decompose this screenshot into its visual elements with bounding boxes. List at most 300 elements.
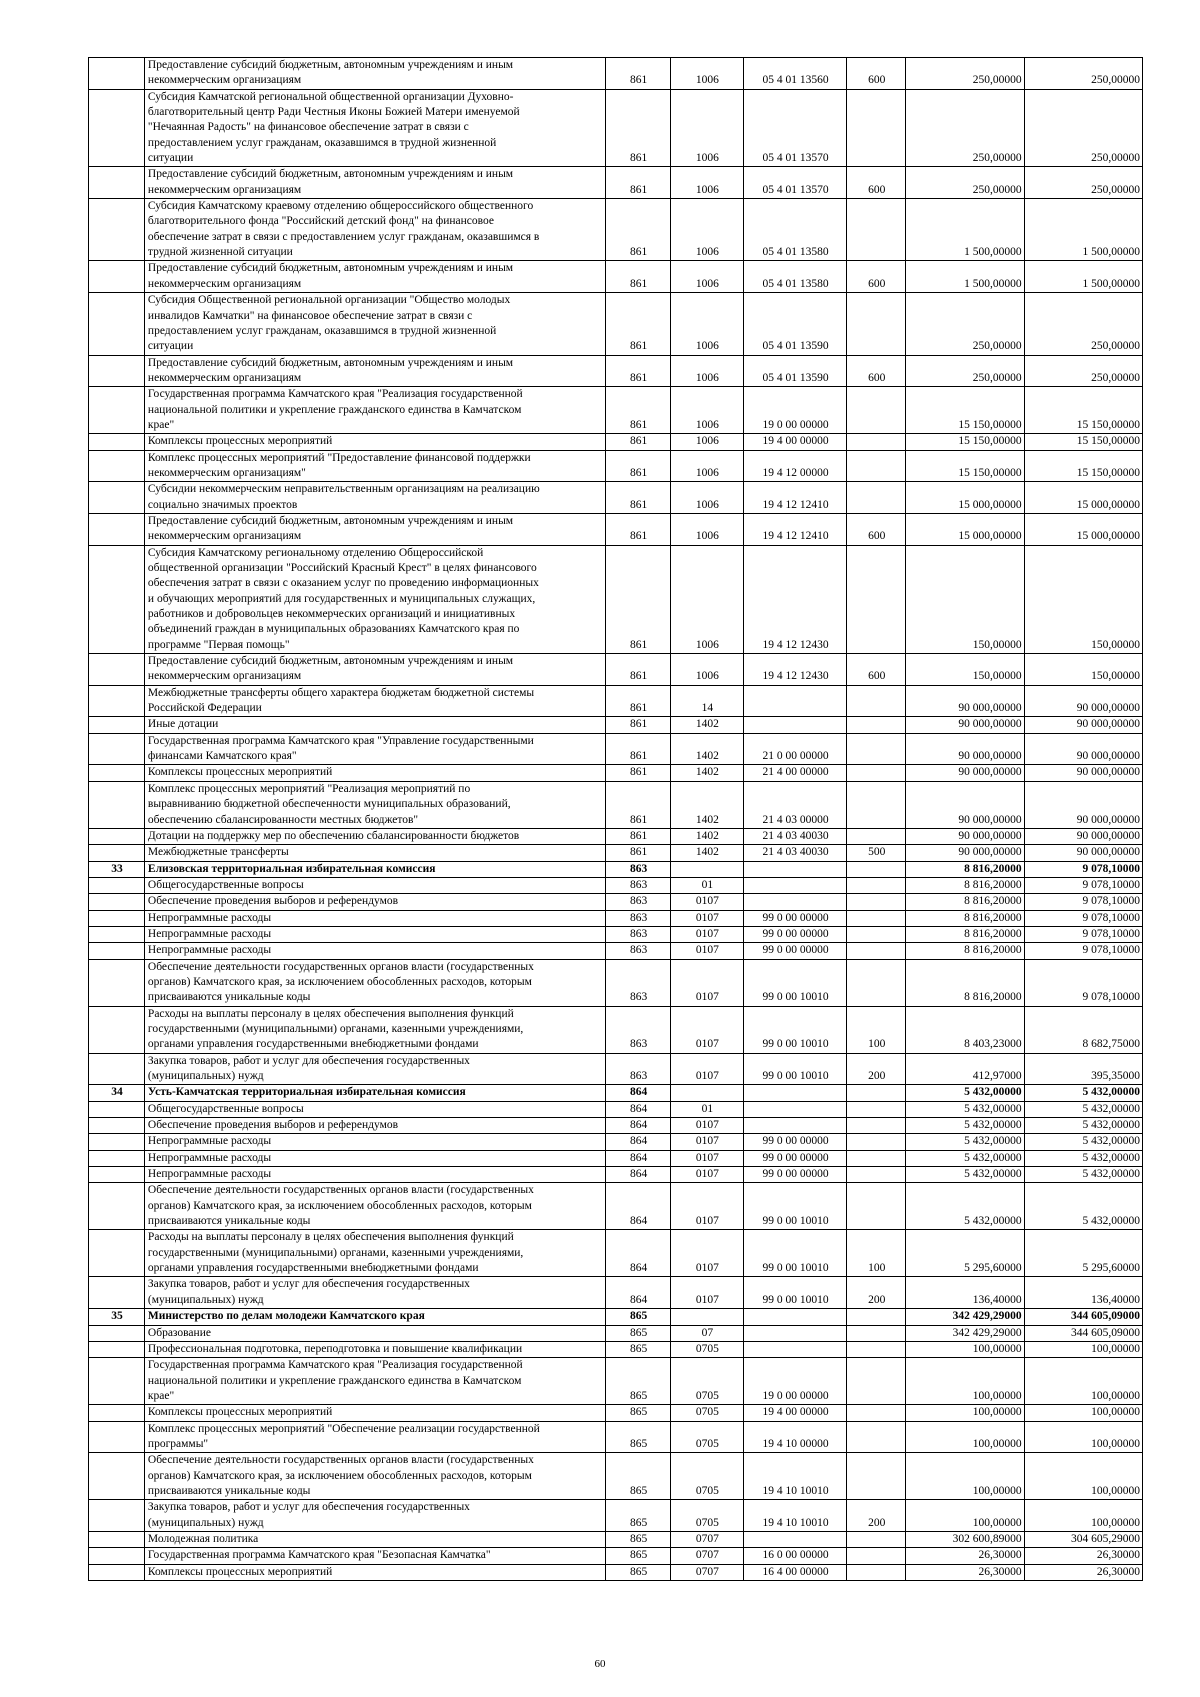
admin-code-cell: 861 <box>606 781 671 828</box>
target-article-cell: 99 0 00 10010 <box>743 959 846 1006</box>
target-article-cell: 99 0 00 00000 <box>743 1134 846 1150</box>
table-row <box>89 1277 1143 1309</box>
target-article-cell: 05 4 01 13580 <box>743 261 846 293</box>
row-number-cell <box>89 717 145 733</box>
row-name-cell: Обеспечение проведения выборов и референдумов <box>144 894 605 910</box>
amount-year2-cell: 26,30000 <box>1024 1548 1142 1564</box>
table-row <box>89 1453 1143 1500</box>
amount-year2-cell: 250,00000 <box>1024 293 1142 355</box>
amount-year2-cell: 344 605,09000 <box>1024 1309 1142 1325</box>
admin-code-cell: 861 <box>606 545 671 653</box>
table-row <box>89 1167 1143 1183</box>
row-number-cell <box>89 1277 145 1309</box>
amount-year1-cell: 15 150,00000 <box>906 434 1024 450</box>
section-code-cell: 0705 <box>670 1421 743 1453</box>
target-article-cell: 19 4 12 12410 <box>743 513 846 545</box>
admin-code-cell: 865 <box>606 1531 671 1547</box>
row-number-cell <box>89 1500 145 1532</box>
row-name-cell: Закупка товаров, работ и услуг для обеспечения государственных (муниципальных) нужд <box>144 1053 605 1085</box>
admin-code-cell: 861 <box>606 482 671 514</box>
expense-type-cell: 600 <box>847 355 906 387</box>
table-row <box>89 1421 1143 1453</box>
table-row <box>89 482 1143 514</box>
admin-code-cell: 865 <box>606 1325 671 1341</box>
amount-year2-cell: 9 078,10000 <box>1024 894 1142 910</box>
amount-year1-cell: 15 150,00000 <box>906 450 1024 482</box>
expense-type-cell <box>847 1453 906 1500</box>
row-number-cell <box>89 355 145 387</box>
section-code-cell <box>670 1309 743 1325</box>
row-number-cell: 35 <box>89 1309 145 1325</box>
amount-year1-cell: 250,00000 <box>906 89 1024 167</box>
amount-year1-cell: 8 403,23000 <box>906 1006 1024 1053</box>
expense-type-cell <box>847 765 906 781</box>
amount-year2-cell: 100,00000 <box>1024 1453 1142 1500</box>
section-code-cell <box>670 861 743 877</box>
target-article-cell: 05 4 01 13580 <box>743 199 846 261</box>
amount-year2-cell: 90 000,00000 <box>1024 845 1142 861</box>
admin-code-cell: 863 <box>606 943 671 959</box>
section-code-cell: 1402 <box>670 781 743 828</box>
admin-code-cell: 861 <box>606 717 671 733</box>
expense-type-cell: 600 <box>847 654 906 686</box>
row-number-cell <box>89 1167 145 1183</box>
expense-type-cell <box>847 781 906 828</box>
admin-code-cell: 861 <box>606 199 671 261</box>
admin-code-cell: 864 <box>606 1277 671 1309</box>
amount-year2-cell: 1 500,00000 <box>1024 199 1142 261</box>
admin-code-cell: 861 <box>606 450 671 482</box>
section-code-cell: 1006 <box>670 434 743 450</box>
admin-code-cell: 861 <box>606 293 671 355</box>
row-name-cell: Непрограммные расходы <box>144 1167 605 1183</box>
amount-year1-cell: 90 000,00000 <box>906 733 1024 765</box>
target-article-cell <box>743 861 846 877</box>
admin-code-cell: 865 <box>606 1309 671 1325</box>
section-code-cell: 1006 <box>670 387 743 434</box>
row-name-cell: Непрограммные расходы <box>144 910 605 926</box>
row-name-cell: Обеспечение деятельности государственных органов власти (государственных органов) Камчатского края, за исключением обособленных расходов, которым присваиваются уникальные коды <box>144 959 605 1006</box>
row-number-cell <box>89 1118 145 1134</box>
expense-type-cell <box>847 293 906 355</box>
table-row <box>89 943 1143 959</box>
expense-type-cell <box>847 1150 906 1166</box>
amount-year2-cell: 90 000,00000 <box>1024 733 1142 765</box>
amount-year2-cell: 9 078,10000 <box>1024 877 1142 893</box>
table-row <box>89 1500 1143 1532</box>
admin-code-cell: 864 <box>606 1230 671 1277</box>
expense-type-cell <box>847 1167 906 1183</box>
expense-type-cell <box>847 1548 906 1564</box>
row-name-cell: Непрограммные расходы <box>144 943 605 959</box>
row-number-cell <box>89 545 145 653</box>
target-article-cell: 19 4 00 00000 <box>743 434 846 450</box>
section-code-cell: 1006 <box>670 482 743 514</box>
section-code-cell: 1402 <box>670 845 743 861</box>
admin-code-cell: 861 <box>606 733 671 765</box>
target-article-cell: 99 0 00 00000 <box>743 1167 846 1183</box>
target-article-cell: 19 4 10 10010 <box>743 1453 846 1500</box>
row-name-cell: Общегосударственные вопросы <box>144 1101 605 1117</box>
amount-year1-cell: 8 816,20000 <box>906 926 1024 942</box>
section-code-cell: 0705 <box>670 1405 743 1421</box>
expense-type-cell <box>847 685 906 717</box>
amount-year1-cell: 15 000,00000 <box>906 513 1024 545</box>
target-article-cell: 19 4 12 12410 <box>743 482 846 514</box>
budget-table-container <box>88 57 1143 1581</box>
admin-code-cell: 863 <box>606 959 671 1006</box>
admin-code-cell: 865 <box>606 1421 671 1453</box>
admin-code-cell: 861 <box>606 845 671 861</box>
admin-code-cell: 863 <box>606 926 671 942</box>
admin-code-cell: 864 <box>606 1167 671 1183</box>
section-code-cell: 01 <box>670 1101 743 1117</box>
table-row <box>89 513 1143 545</box>
row-number-cell <box>89 654 145 686</box>
row-number-cell <box>89 482 145 514</box>
target-article-cell: 21 0 00 00000 <box>743 733 846 765</box>
expense-type-cell <box>847 733 906 765</box>
amount-year2-cell: 8 682,75000 <box>1024 1006 1142 1053</box>
expense-type-cell: 600 <box>847 58 906 90</box>
admin-code-cell: 865 <box>606 1548 671 1564</box>
amount-year2-cell: 250,00000 <box>1024 355 1142 387</box>
target-article-cell: 21 4 03 00000 <box>743 781 846 828</box>
table-row <box>89 434 1143 450</box>
row-number-cell <box>89 1230 145 1277</box>
amount-year1-cell: 8 816,20000 <box>906 959 1024 1006</box>
section-code-cell: 0107 <box>670 1118 743 1134</box>
row-name-cell: Елизовская территориальная избирательная комиссия <box>144 861 605 877</box>
budget-table <box>88 57 1143 1581</box>
table-row <box>89 1564 1143 1580</box>
target-article-cell: 19 4 00 00000 <box>743 1405 846 1421</box>
amount-year2-cell: 304 605,29000 <box>1024 1531 1142 1547</box>
row-number-cell: 34 <box>89 1085 145 1101</box>
section-code-cell: 1006 <box>670 261 743 293</box>
admin-code-cell: 864 <box>606 1085 671 1101</box>
amount-year1-cell: 8 816,20000 <box>906 877 1024 893</box>
table-row <box>89 733 1143 765</box>
amount-year1-cell: 250,00000 <box>906 167 1024 199</box>
target-article-cell <box>743 717 846 733</box>
target-article-cell: 99 0 00 10010 <box>743 1053 846 1085</box>
expense-type-cell <box>847 894 906 910</box>
amount-year1-cell: 8 816,20000 <box>906 861 1024 877</box>
target-article-cell: 05 4 01 13570 <box>743 167 846 199</box>
target-article-cell: 19 4 12 12430 <box>743 545 846 653</box>
section-code-cell: 0707 <box>670 1531 743 1547</box>
table-row <box>89 167 1143 199</box>
row-name-cell: Комплекс процессных мероприятий "Реализация мероприятий по выравниванию бюджетной обеспеченности муниципальных образований, обеспечению сбалансированности местных бюджетов" <box>144 781 605 828</box>
expense-type-cell <box>847 828 906 844</box>
target-article-cell <box>743 1085 846 1101</box>
admin-code-cell: 865 <box>606 1341 671 1357</box>
admin-code-cell: 863 <box>606 877 671 893</box>
section-code-cell: 0705 <box>670 1453 743 1500</box>
row-name-cell: Министерство по делам молодежи Камчатского края <box>144 1309 605 1325</box>
amount-year2-cell: 9 078,10000 <box>1024 959 1142 1006</box>
amount-year1-cell: 90 000,00000 <box>906 765 1024 781</box>
section-code-cell: 1006 <box>670 199 743 261</box>
admin-code-cell: 864 <box>606 1183 671 1230</box>
target-article-cell: 99 0 00 00000 <box>743 943 846 959</box>
amount-year1-cell: 250,00000 <box>906 293 1024 355</box>
row-name-cell: Государственная программа Камчатского края "Реализация государственной национальной политики и укрепление гражданского единства в Камчатском крае" <box>144 387 605 434</box>
row-name-cell: Обеспечение проведения выборов и референдумов <box>144 1118 605 1134</box>
table-row <box>89 293 1143 355</box>
page-number: 60 <box>594 1658 606 1670</box>
amount-year2-cell: 5 432,00000 <box>1024 1183 1142 1230</box>
row-name-cell: Государственная программа Камчатского края "Безопасная Камчатка" <box>144 1548 605 1564</box>
row-number-cell <box>89 1405 145 1421</box>
amount-year2-cell: 5 432,00000 <box>1024 1118 1142 1134</box>
target-article-cell <box>743 894 846 910</box>
expense-type-cell <box>847 450 906 482</box>
row-name-cell: Образование <box>144 1325 605 1341</box>
target-article-cell: 99 0 00 00000 <box>743 1150 846 1166</box>
amount-year1-cell: 8 816,20000 <box>906 910 1024 926</box>
row-name-cell: Общегосударственные вопросы <box>144 877 605 893</box>
admin-code-cell: 864 <box>606 1134 671 1150</box>
section-code-cell: 0107 <box>670 1134 743 1150</box>
expense-type-cell: 200 <box>847 1277 906 1309</box>
table-row <box>89 877 1143 893</box>
table-row <box>89 1358 1143 1405</box>
row-number-cell <box>89 685 145 717</box>
target-article-cell: 19 4 12 12430 <box>743 654 846 686</box>
expense-type-cell <box>847 1309 906 1325</box>
row-name-cell: Субсидия Камчатской региональной общественной организации Духовно- благотворительный центр Ради Честныя Иконы Божией Матери именуемой "Нечаянная Радость" на финансовое обеспечение затрат в связи с предоставлением услуг гражданам, оказавшимся в трудной жизненной ситуации <box>144 89 605 167</box>
section-code-cell: 14 <box>670 685 743 717</box>
admin-code-cell: 861 <box>606 434 671 450</box>
expense-type-cell <box>847 959 906 1006</box>
table-row <box>89 1183 1143 1230</box>
row-number-cell <box>89 1134 145 1150</box>
amount-year2-cell: 150,00000 <box>1024 654 1142 686</box>
admin-code-cell: 861 <box>606 765 671 781</box>
section-code-cell: 0107 <box>670 943 743 959</box>
row-name-cell: Иные дотации <box>144 717 605 733</box>
row-name-cell: Предоставление субсидий бюджетным, автономным учреждениям и иным некоммерческим организациям <box>144 261 605 293</box>
expense-type-cell <box>847 1421 906 1453</box>
row-name-cell: Закупка товаров, работ и услуг для обеспечения государственных (муниципальных) нужд <box>144 1500 605 1532</box>
target-article-cell: 19 0 00 00000 <box>743 1358 846 1405</box>
expense-type-cell <box>847 1325 906 1341</box>
amount-year2-cell: 90 000,00000 <box>1024 685 1142 717</box>
row-name-cell: Комплексы процессных мероприятий <box>144 1405 605 1421</box>
target-article-cell: 19 4 12 00000 <box>743 450 846 482</box>
section-code-cell: 1006 <box>670 654 743 686</box>
table-row <box>89 910 1143 926</box>
amount-year2-cell: 344 605,09000 <box>1024 1325 1142 1341</box>
amount-year2-cell: 9 078,10000 <box>1024 926 1142 942</box>
row-name-cell: Межбюджетные трансферты общего характера бюджетам бюджетной системы Российской Федерации <box>144 685 605 717</box>
section-code-cell: 1006 <box>670 89 743 167</box>
table-row <box>89 58 1143 90</box>
row-number-cell <box>89 513 145 545</box>
admin-code-cell: 863 <box>606 894 671 910</box>
row-name-cell: Межбюджетные трансферты <box>144 845 605 861</box>
section-code-cell: 01 <box>670 877 743 893</box>
row-number-cell <box>89 89 145 167</box>
target-article-cell: 16 4 00 00000 <box>743 1564 846 1580</box>
row-number-cell <box>89 828 145 844</box>
amount-year2-cell: 26,30000 <box>1024 1564 1142 1580</box>
row-name-cell: Субсидия Камчатскому краевому отделению общероссийского общественного благотворительного фонда "Российский детский фонд" на финансовое обеспечение затрат в связи с предоставлением услуг гражданам, оказавшимся в трудной жизненной ситуации <box>144 199 605 261</box>
row-number-cell <box>89 1325 145 1341</box>
target-article-cell: 05 4 01 13590 <box>743 355 846 387</box>
target-article-cell: 05 4 01 13570 <box>743 89 846 167</box>
table-row <box>89 845 1143 861</box>
table-row <box>89 1085 1143 1101</box>
target-article-cell: 99 0 00 00000 <box>743 910 846 926</box>
amount-year2-cell: 5 432,00000 <box>1024 1085 1142 1101</box>
row-name-cell: Комплексы процессных мероприятий <box>144 434 605 450</box>
expense-type-cell <box>847 1341 906 1357</box>
amount-year2-cell: 9 078,10000 <box>1024 861 1142 877</box>
table-row <box>89 1325 1143 1341</box>
expense-type-cell <box>847 89 906 167</box>
section-code-cell: 1006 <box>670 355 743 387</box>
expense-type-cell <box>847 1085 906 1101</box>
table-row <box>89 1101 1143 1117</box>
row-name-cell: Государственная программа Камчатского края "Управление государственными финансами Камчатского края" <box>144 733 605 765</box>
table-row <box>89 199 1143 261</box>
row-name-cell: Непрограммные расходы <box>144 1134 605 1150</box>
amount-year1-cell: 5 432,00000 <box>906 1150 1024 1166</box>
admin-code-cell: 865 <box>606 1500 671 1532</box>
expense-type-cell: 100 <box>847 1006 906 1053</box>
expense-type-cell: 500 <box>847 845 906 861</box>
amount-year1-cell: 90 000,00000 <box>906 845 1024 861</box>
expense-type-cell: 200 <box>847 1053 906 1085</box>
target-article-cell: 99 0 00 10010 <box>743 1277 846 1309</box>
expense-type-cell <box>847 926 906 942</box>
admin-code-cell: 863 <box>606 1006 671 1053</box>
row-number-cell <box>89 926 145 942</box>
amount-year2-cell: 15 000,00000 <box>1024 513 1142 545</box>
expense-type-cell <box>847 1358 906 1405</box>
amount-year1-cell: 5 432,00000 <box>906 1101 1024 1117</box>
target-article-cell <box>743 1118 846 1134</box>
row-name-cell: Непрограммные расходы <box>144 1150 605 1166</box>
section-code-cell: 1402 <box>670 717 743 733</box>
table-row <box>89 1230 1143 1277</box>
target-article-cell: 19 4 10 00000 <box>743 1421 846 1453</box>
amount-year1-cell: 412,97000 <box>906 1053 1024 1085</box>
admin-code-cell: 861 <box>606 261 671 293</box>
amount-year2-cell: 90 000,00000 <box>1024 781 1142 828</box>
amount-year2-cell: 15 000,00000 <box>1024 482 1142 514</box>
table-row <box>89 89 1143 167</box>
amount-year2-cell: 100,00000 <box>1024 1500 1142 1532</box>
row-name-cell: Комплекс процессных мероприятий "Обеспечение реализации государственной программы" <box>144 1421 605 1453</box>
row-number-cell <box>89 1531 145 1547</box>
target-article-cell: 99 0 00 10010 <box>743 1183 846 1230</box>
expense-type-cell: 600 <box>847 167 906 199</box>
table-row <box>89 1309 1143 1325</box>
amount-year2-cell: 395,35000 <box>1024 1053 1142 1085</box>
amount-year1-cell: 90 000,00000 <box>906 828 1024 844</box>
row-number-cell <box>89 733 145 765</box>
row-number-cell <box>89 1421 145 1453</box>
row-number-cell <box>89 943 145 959</box>
admin-code-cell: 861 <box>606 654 671 686</box>
row-number-cell <box>89 1341 145 1357</box>
amount-year1-cell: 150,00000 <box>906 545 1024 653</box>
row-number-cell: 33 <box>89 861 145 877</box>
expense-type-cell <box>847 1101 906 1117</box>
table-row <box>89 1150 1143 1166</box>
expense-type-cell: 600 <box>847 513 906 545</box>
row-number-cell <box>89 1006 145 1053</box>
amount-year1-cell: 90 000,00000 <box>906 685 1024 717</box>
amount-year2-cell: 136,40000 <box>1024 1277 1142 1309</box>
expense-type-cell <box>847 910 906 926</box>
section-code-cell: 0705 <box>670 1500 743 1532</box>
row-number-cell <box>89 1548 145 1564</box>
expense-type-cell <box>847 943 906 959</box>
amount-year2-cell: 100,00000 <box>1024 1358 1142 1405</box>
amount-year1-cell: 100,00000 <box>906 1500 1024 1532</box>
row-name-cell: Комплексы процессных мероприятий <box>144 1564 605 1580</box>
table-row <box>89 261 1143 293</box>
target-article-cell <box>743 877 846 893</box>
amount-year1-cell: 100,00000 <box>906 1453 1024 1500</box>
amount-year2-cell: 100,00000 <box>1024 1341 1142 1357</box>
table-row <box>89 1134 1143 1150</box>
amount-year2-cell: 5 295,60000 <box>1024 1230 1142 1277</box>
expense-type-cell <box>847 861 906 877</box>
row-number-cell <box>89 261 145 293</box>
row-name-cell: Непрограммные расходы <box>144 926 605 942</box>
target-article-cell <box>743 1325 846 1341</box>
row-name-cell: Субсидия Общественной региональной организации "Общество молодых инвалидов Камчатки" на финансовое обеспечение затрат в связи с предоставлением услуг гражданам, оказавшимся в трудной жизненной ситуации <box>144 293 605 355</box>
table-row <box>89 861 1143 877</box>
section-code-cell: 1402 <box>670 828 743 844</box>
target-article-cell: 19 0 00 00000 <box>743 387 846 434</box>
amount-year2-cell: 5 432,00000 <box>1024 1134 1142 1150</box>
amount-year2-cell: 15 150,00000 <box>1024 387 1142 434</box>
expense-type-cell: 600 <box>847 261 906 293</box>
admin-code-cell: 861 <box>606 387 671 434</box>
expense-type-cell <box>847 717 906 733</box>
amount-year1-cell: 26,30000 <box>906 1548 1024 1564</box>
amount-year1-cell: 5 432,00000 <box>906 1085 1024 1101</box>
amount-year1-cell: 5 432,00000 <box>906 1167 1024 1183</box>
amount-year2-cell: 90 000,00000 <box>1024 765 1142 781</box>
amount-year1-cell: 5 432,00000 <box>906 1183 1024 1230</box>
admin-code-cell: 865 <box>606 1564 671 1580</box>
row-number-cell <box>89 781 145 828</box>
target-article-cell: 99 0 00 10010 <box>743 1230 846 1277</box>
row-number-cell <box>89 293 145 355</box>
expense-type-cell <box>847 1118 906 1134</box>
expense-type-cell <box>847 545 906 653</box>
section-code-cell: 0107 <box>670 1277 743 1309</box>
table-row <box>89 545 1143 653</box>
amount-year1-cell: 100,00000 <box>906 1358 1024 1405</box>
row-number-cell <box>89 765 145 781</box>
row-name-cell: Субсидии некоммерческим неправительственным организациям на реализацию социально значимых проектов <box>144 482 605 514</box>
admin-code-cell: 863 <box>606 910 671 926</box>
expense-type-cell <box>847 434 906 450</box>
row-name-cell: Предоставление субсидий бюджетным, автономным учреждениям и иным некоммерческим организациям <box>144 513 605 545</box>
row-number-cell <box>89 1183 145 1230</box>
row-number-cell <box>89 58 145 90</box>
row-name-cell: Обеспечение деятельности государственных органов власти (государственных органов) Камчатского края, за исключением обособленных расходов, которым присваиваются уникальные коды <box>144 1453 605 1500</box>
